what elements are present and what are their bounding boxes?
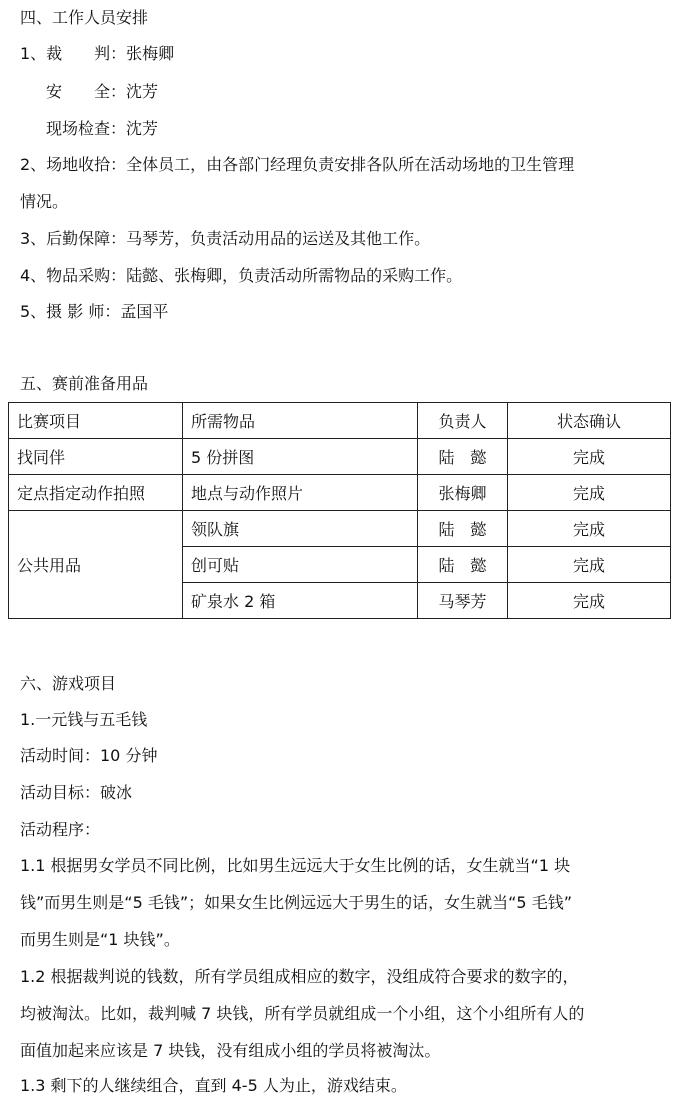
cell-item: 领队旗 — [183, 511, 418, 547]
cell-status: 完成 — [508, 475, 671, 511]
procedure-step-1-line-1: 1.1 根据男女学员不同比例，比如男生远远大于女生比例的话，女生就当“1 块 — [20, 856, 571, 875]
table-row — [9, 511, 671, 547]
staff-photographer: 5、摄 影 师：孟国平 — [20, 302, 169, 321]
procedure-step-2-line-3: 面值加起来应该是 7 块钱，没有组成小组的学员将被淘汰。 — [20, 1041, 441, 1060]
column-header-item: 所需物品 — [183, 403, 418, 439]
procedure-step-1-line-3: 而男生则是“1 块钱”。 — [20, 930, 180, 949]
staff-logistics: 3、后勤保障：马琴芳，负责活动用品的运送及其他工作。 — [20, 229, 431, 248]
cell-item: 地点与动作照片 — [183, 475, 418, 511]
staff-cleanup-cont: 情况。 — [20, 192, 69, 211]
cell-owner: 陆 懿 — [418, 511, 508, 547]
cell-owner: 陆 懿 — [418, 547, 508, 583]
game-time: 活动时间：10 分钟 — [20, 746, 158, 765]
staff-inspection: 现场检查：沈芳 — [46, 119, 159, 138]
cell-status: 完成 — [508, 547, 671, 583]
cell-owner: 陆 懿 — [418, 439, 508, 475]
cell-owner: 马琴芳 — [418, 583, 508, 619]
game-goal: 活动目标：破冰 — [20, 783, 133, 802]
cell-status: 完成 — [508, 439, 671, 475]
column-header-project: 比赛项目 — [9, 403, 183, 439]
cell-owner: 张梅卿 — [418, 475, 508, 511]
section-4-heading: 四、工作人员安排 — [20, 8, 149, 27]
procedure-step-1-line-2: 钱”而男生则是“5 毛钱”；如果女生比例远远大于男生的话，女生就当“5 毛钱” — [20, 893, 572, 912]
table-row — [9, 439, 671, 475]
staff-safety: 安 全：沈芳 — [46, 82, 159, 101]
cell-item: 5 份拼图 — [183, 439, 418, 475]
column-header-owner: 负责人 — [418, 403, 508, 439]
procedure-step-3: 1.3 剩下的人继续组合，直到 4-5 人为止，游戏结束。 — [20, 1076, 407, 1095]
section-5-heading: 五、赛前准备用品 — [20, 374, 149, 393]
preparation-table — [8, 402, 671, 619]
cell-item: 矿泉水 2 箱 — [183, 583, 418, 619]
cell-project: 公共用品 — [9, 511, 183, 619]
cell-project: 找同伴 — [9, 439, 183, 475]
staff-referee: 1、裁 判：张梅卿 — [20, 44, 175, 63]
staff-purchasing: 4、物品采购：陆懿、张梅卿，负责活动所需物品的采购工作。 — [20, 266, 463, 285]
table-row — [9, 475, 671, 511]
section-6-heading: 六、游戏项目 — [20, 674, 117, 693]
table-header-row — [9, 403, 671, 439]
staff-cleanup: 2、场地收拾：全体员工，由各部门经理负责安排各队所在活动场地的卫生管理 — [20, 155, 575, 174]
procedure-step-2-line-1: 1.2 根据裁判说的钱数，所有学员组成相应的数字，没组成符合要求的数字的， — [20, 967, 579, 986]
cell-status: 完成 — [508, 583, 671, 619]
cell-item: 创可贴 — [183, 547, 418, 583]
cell-status: 完成 — [508, 511, 671, 547]
procedure-step-2-line-2: 均被淘汰。比如，裁判喊 7 块钱，所有学员就组成一个小组，这个小组所有人的 — [20, 1004, 585, 1023]
game-title: 1.一元钱与五毛钱 — [20, 710, 148, 729]
cell-project: 定点指定动作拍照 — [9, 475, 183, 511]
game-procedure-label: 活动程序： — [20, 820, 101, 839]
column-header-status: 状态确认 — [508, 403, 671, 439]
